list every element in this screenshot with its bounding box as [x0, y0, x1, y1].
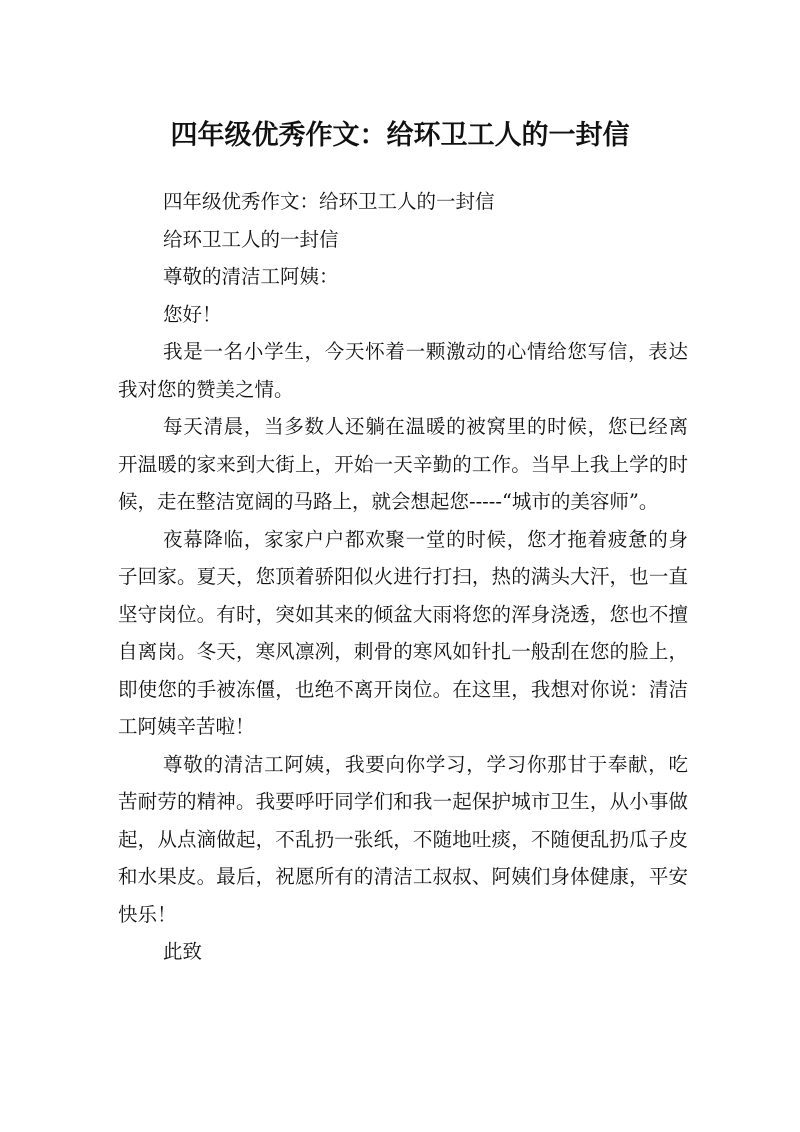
paragraph-salutation: 尊敬的清洁工阿姨： — [163, 265, 339, 288]
paragraph-intro: 我是一名小学生，今天怀着一颗激动的心情给您写信，表达我对您的赞美之情。 — [118, 340, 688, 401]
paragraph-heading-repeat: 四年级优秀作文：给环卫工人的一封信 — [163, 190, 495, 213]
document-title: 四年级优秀作文：给环卫工人的一封信 — [170, 120, 630, 152]
paragraph-evening: 夜幕降临，家家户户都欢聚一堂的时候，您才拖着疲惫的身子回家。夏天，您顶着骄阳似火进行打扫，热的满头大汗，也一直坚守岗位。有时，突如其来的倾盆大雨将您的浑身浇透，您也不擅自离岗。冬天，寒风凛冽，刺骨的寒风如针扎一般刮在您的脸上，即使您的手被冻僵，也绝不离开岗位。在这里，我想对你说：清洁工阿姨辛苦啦！ — [118, 527, 688, 738]
paragraph-resolution: 尊敬的清洁工阿姨，我要向你学习，学习你那甘于奉献，吃苦耐劳的精神。我要呼吁同学们和我一起保护城市卫生，从小事做起，从点滴做起，不乱扔一张纸，不随地吐痰，不随便乱扔瓜子皮和水果皮。最后，祝愿所有的清洁工叔叔、阿姨们身体健康，平安快乐！ — [118, 752, 688, 926]
paragraph-letter-title: 给环卫工人的一封信 — [163, 227, 339, 251]
paragraph-greeting: 您好！ — [163, 302, 222, 326]
paragraph-morning: 每天清晨，当多数人还躺在温暖的被窝里的时候，您已经离开温暖的家来到大街上，开始一天辛勤的工作。当早上我上学的时候，走在整洁宽阔的马路上，就会想起您-----“城市的美容师”。 — [118, 415, 688, 513]
document-body — [118, 183, 688, 971]
paragraph-closing: 此致 — [163, 940, 203, 963]
